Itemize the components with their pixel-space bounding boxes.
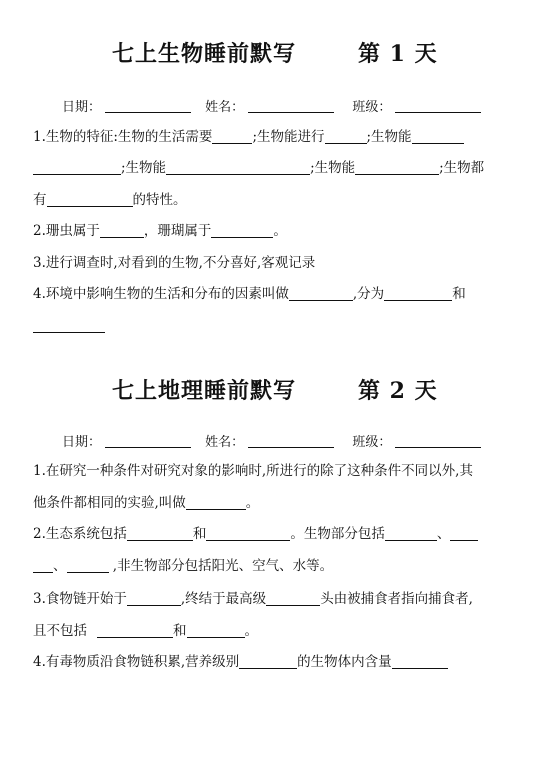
section-title: 七上地理睡前默写 (112, 378, 297, 404)
question-4 (33, 653, 448, 671)
question-text: ;生物能 (121, 160, 167, 176)
date-label: 日期： (62, 435, 102, 450)
question-2-line-2 (33, 557, 333, 575)
date-label: 日期： (62, 100, 102, 115)
question-text: ,非生物部分包括阳光、空气、水等。 (108, 558, 334, 574)
question-text: 3.食物链开始于 (33, 591, 127, 607)
answer-blank[interactable] (33, 318, 105, 333)
question-2 (33, 222, 287, 240)
question-text: 4.有毒物质沿食物链积累,营养级别 (33, 654, 240, 670)
date-blank[interactable] (105, 100, 191, 113)
question-2-line-1 (33, 525, 478, 543)
date-blank[interactable] (105, 435, 191, 448)
question-text: 2.生态系统包括 (33, 526, 127, 542)
question-text: ,分为 (352, 286, 385, 302)
question-text: 。 (273, 223, 287, 239)
day-label: 第 1 天 (358, 41, 438, 67)
answer-blank[interactable] (206, 526, 290, 541)
question-text: 。生物部分包括 (290, 526, 385, 542)
question-1-line-2 (33, 159, 484, 177)
question-text: 和 (452, 286, 466, 302)
question-text: 头由被捕食者指向捕食者, (320, 591, 473, 607)
question-text: ;生物能 (310, 160, 356, 176)
answer-blank[interactable] (186, 495, 246, 510)
question-text: ，珊瑚属于 (143, 223, 212, 239)
question-text: 2.珊虫属于 (33, 223, 100, 239)
name-blank[interactable] (248, 100, 334, 113)
answer-blank[interactable] (392, 654, 448, 669)
question-1-line-3 (33, 191, 187, 209)
answer-blank[interactable] (100, 223, 144, 238)
answer-blank[interactable] (67, 558, 109, 573)
question-text: 、 (53, 558, 67, 574)
day-label: 第 2 天 (358, 378, 438, 404)
header-fields (62, 96, 481, 115)
question-text: ;生物都 (439, 160, 485, 176)
question-text: 有 (33, 192, 47, 208)
name-blank[interactable] (248, 435, 334, 448)
question-4-line-2 (33, 317, 105, 335)
question-text: 3.进行调查时,对看到的生物,不分喜好,客观记录 (33, 255, 316, 271)
name-label: 姓名： (205, 435, 245, 450)
answer-blank[interactable] (384, 286, 452, 301)
answer-blank[interactable] (212, 129, 252, 144)
question-text: 的生物体内含量 (297, 654, 392, 670)
question-text: 且不包括 (33, 623, 87, 639)
class-label: 班级： (352, 435, 392, 450)
answer-blank[interactable] (325, 129, 367, 144)
question-1-line-1 (33, 128, 464, 146)
question-text: 。 (244, 623, 258, 639)
answer-blank[interactable] (385, 526, 437, 541)
question-text: 的特性。 (132, 192, 187, 208)
question-text: ;生物能进行 (252, 129, 325, 145)
question-text: 和 (173, 623, 187, 639)
question-1-line-1 (33, 462, 473, 480)
question-3-line-2 (33, 622, 258, 640)
answer-blank[interactable] (355, 160, 439, 175)
question-1-line-2 (33, 494, 259, 512)
question-text: 1.生物的特征:生物的生活需要 (33, 129, 213, 145)
answer-blank[interactable] (412, 129, 464, 144)
question-text: 他条件都相同的实验,叫做 (33, 495, 186, 511)
name-label: 姓名： (205, 100, 245, 115)
answer-blank[interactable] (187, 623, 245, 638)
question-text: 和 (192, 526, 207, 542)
question-text: ;生物能 (366, 129, 412, 145)
section-title: 七上生物睡前默写 (112, 41, 297, 67)
class-blank[interactable] (395, 435, 481, 448)
answer-blank[interactable] (289, 286, 353, 301)
class-blank[interactable] (395, 100, 481, 113)
answer-blank[interactable] (47, 192, 133, 207)
answer-blank[interactable] (127, 591, 181, 606)
question-4-line-1 (33, 285, 466, 303)
answer-blank[interactable] (211, 223, 273, 238)
answer-blank[interactable] (33, 160, 121, 175)
question-text: 4.环境中影响生物的生活和分布的因素叫做 (33, 286, 289, 302)
header-fields (62, 431, 481, 450)
class-label: 班级： (352, 100, 392, 115)
answer-blank[interactable] (33, 558, 53, 573)
question-3 (33, 254, 315, 272)
answer-blank[interactable] (266, 591, 320, 606)
answer-blank[interactable] (239, 654, 297, 669)
answer-blank[interactable] (97, 623, 173, 638)
answer-blank[interactable] (450, 526, 478, 541)
question-text: 1.在研究一种条件对研究对象的影响时,所进行的除了这种条件不同以外,其 (33, 463, 473, 479)
question-text: 、 (436, 526, 451, 542)
question-text: ,终结于最高级 (180, 591, 267, 607)
answer-blank[interactable] (127, 526, 193, 541)
answer-blank[interactable] (166, 160, 310, 175)
question-3-line-1 (33, 590, 473, 608)
question-text: 。 (245, 495, 260, 511)
